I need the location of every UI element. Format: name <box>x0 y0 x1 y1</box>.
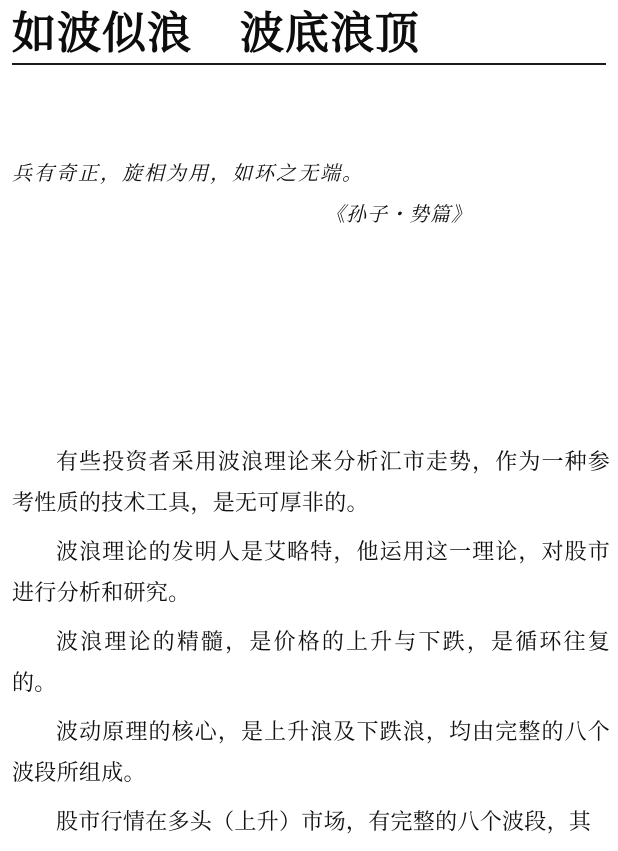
chapter-title <box>12 6 420 62</box>
body-text <box>12 442 610 851</box>
epigraph-quote: 兵有奇正，旋相为用，如环之无端。 <box>12 161 364 185</box>
paragraph-5: 股市行情在多头（上升）市场，有完整的八个波段，其 <box>56 810 592 835</box>
epigraph-source: 《孙子・势篇》 <box>325 202 472 226</box>
paragraph-1: 有些投资者采用波浪理论来分析汇市走势，作为一种参考性质的技术工具，是无可厚非的。 <box>12 450 610 516</box>
paragraph-2: 波浪理论的发明人是艾略特，他运用这一理论，对股市进行分析和研究。 <box>12 540 610 606</box>
title-rule <box>12 63 606 65</box>
paragraph-4: 波动原理的核心，是上升浪及下跌浪，均由完整的八个波段所组成。 <box>12 720 610 786</box>
chapter-title-right: 波底浪顶 <box>240 8 420 59</box>
chapter-title-left: 如波似浪 <box>12 8 192 59</box>
paragraph-3: 波浪理论的精髓，是价格的上升与下跌，是循环往复的。 <box>12 630 610 696</box>
